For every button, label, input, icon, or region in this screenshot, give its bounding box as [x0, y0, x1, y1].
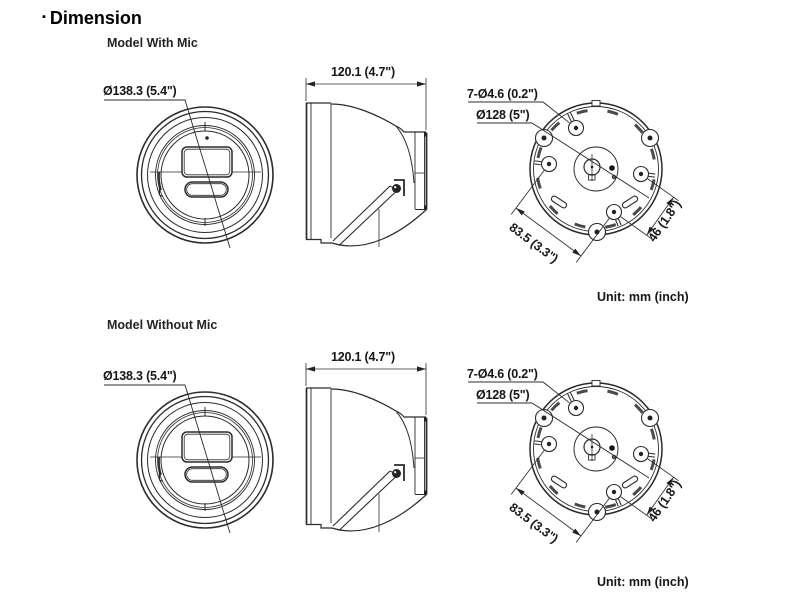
hole-spacing-long-label: 83.5 (3.3"): [506, 220, 561, 266]
unit-label: Unit: mm (inch): [597, 290, 689, 304]
mount-holes-label: 7-Ø4.6 (0.2"): [467, 87, 538, 101]
page-title: [42, 8, 142, 29]
views-model-without-mic: [104, 363, 679, 542]
front-diameter-label: Ø138.3 (5.4"): [103, 84, 177, 98]
unit-label: Unit: mm (inch): [597, 575, 689, 589]
title-bullet-icon: ▪: [42, 11, 46, 23]
model-label: Model With Mic: [107, 36, 198, 50]
hole-spacing-long-label: 83.5 (3.3"): [506, 500, 561, 546]
base-diameter-label: Ø128 (5"): [476, 388, 530, 402]
page-title-text: Dimension: [49, 8, 142, 28]
mount-holes-label: 7-Ø4.6 (0.2"): [467, 367, 538, 381]
hole-spacing-short-label: 46 (1.8"): [645, 477, 684, 525]
side-depth-label: 120.1 (4.7"): [331, 350, 395, 364]
views-model-with-mic: [104, 78, 679, 262]
base-diameter-label: Ø128 (5"): [476, 108, 530, 122]
side-depth-label: 120.1 (4.7"): [331, 65, 395, 79]
model-label: Model Without Mic: [107, 318, 218, 332]
hole-spacing-short-label: 46 (1.8"): [645, 197, 684, 245]
front-diameter-label: Ø138.3 (5.4"): [103, 369, 177, 383]
mic-hole: [205, 136, 209, 140]
